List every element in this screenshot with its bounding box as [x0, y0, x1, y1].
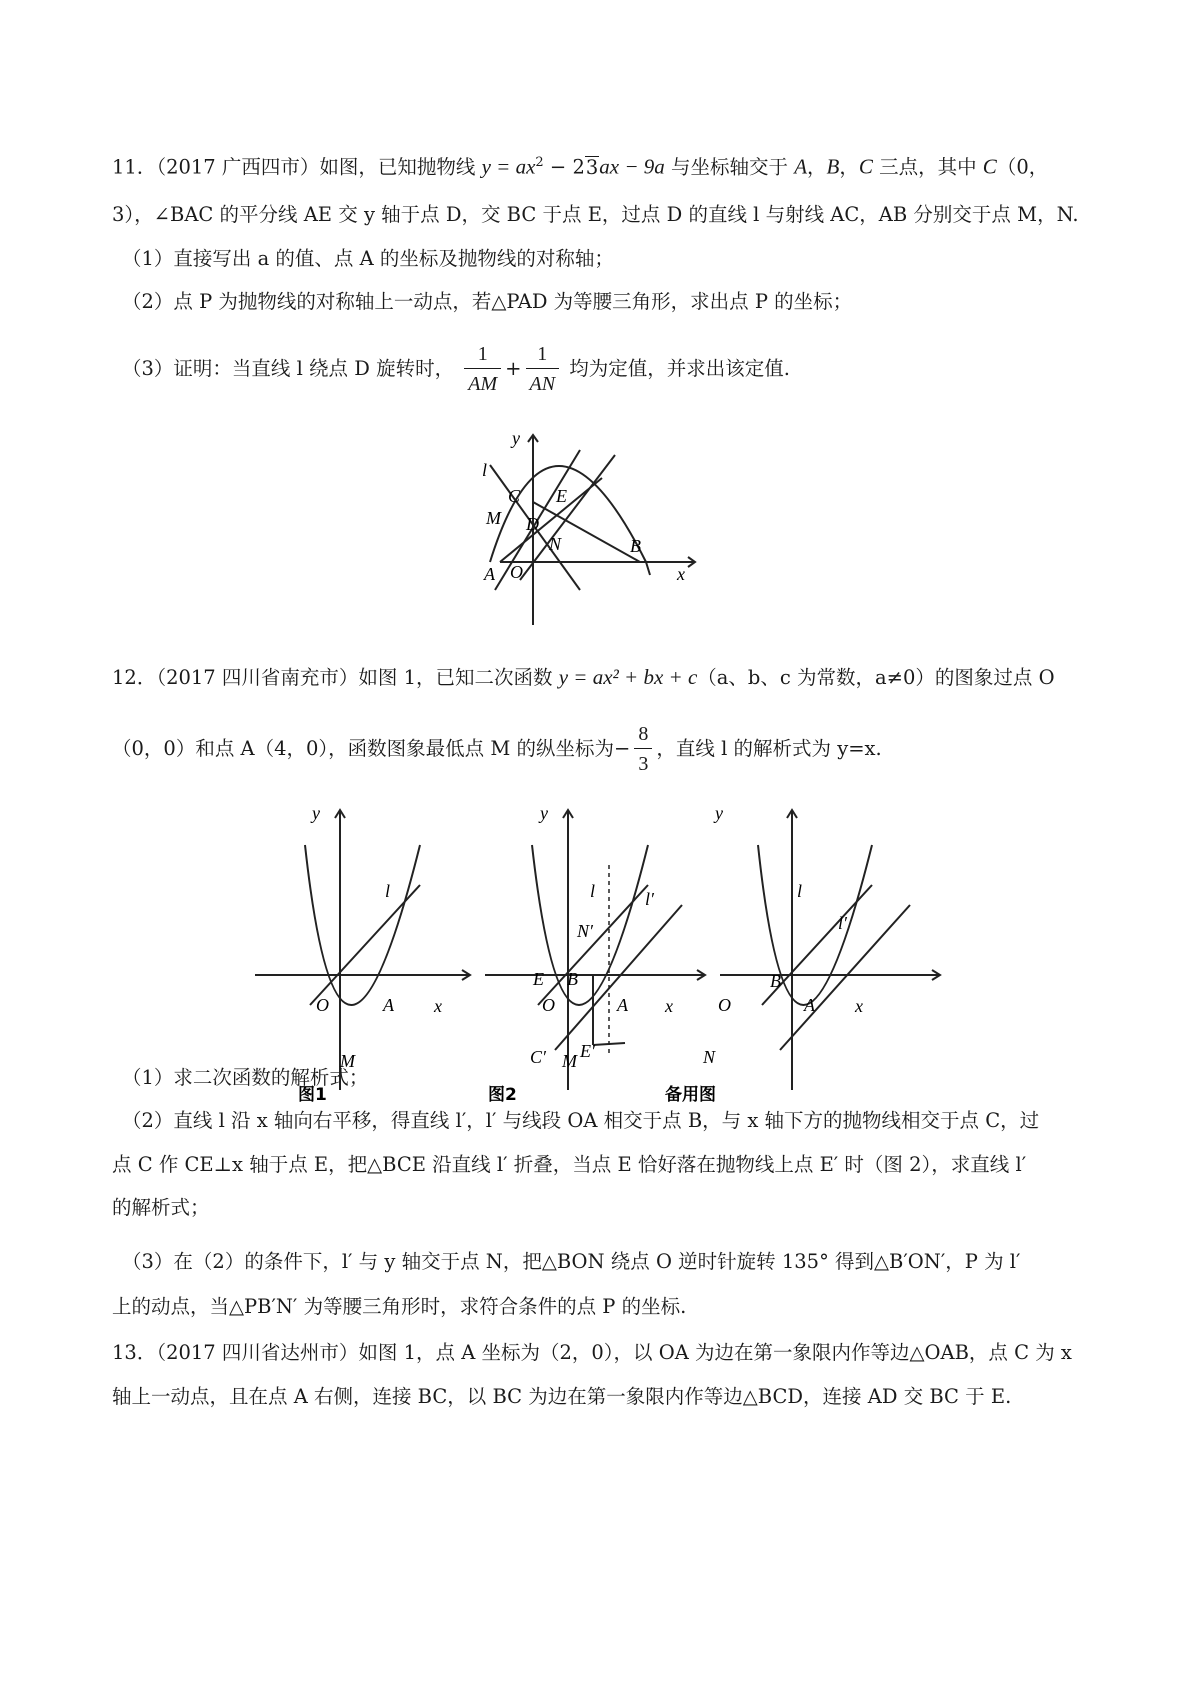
frac1-denominator: AM: [468, 373, 498, 395]
caption-spare: 备用图: [665, 1085, 716, 1105]
fig1-label-y: y: [312, 803, 320, 823]
q11-intro: 11．（2017 广西四市）如图，已知抛物线: [112, 155, 482, 179]
fig1-label-l: l: [385, 881, 391, 901]
frac2-numerator: 1: [526, 340, 560, 369]
q12-part1: （1）求二次函数的解析式；: [122, 1066, 369, 1089]
q12-text-2b: ，直线 l 的解析式为 y=x.: [656, 737, 882, 760]
fig2-label-l-prime: l′: [645, 889, 654, 909]
label-d: D: [526, 514, 539, 534]
formula-end: ax − 9a: [599, 154, 665, 179]
fig3-label-o: O: [718, 995, 731, 1015]
point-c-2: C: [982, 154, 997, 179]
fig3-label-l: l: [797, 881, 803, 901]
q12-formula: y = ax² + bx + c: [558, 665, 698, 689]
fig1-label-a: A: [383, 995, 394, 1015]
fig1-line-l: [310, 885, 420, 1005]
label-c: C: [508, 486, 521, 506]
label-o: O: [510, 562, 523, 582]
q12-text-2a: （0，0）和点 A（4，0），函数图象最低点 M 的纵坐标为: [112, 737, 615, 760]
q11-part3: [122, 340, 790, 399]
fig3-label-x: x: [855, 996, 863, 1016]
q12-text-b: （a、b、c 为常数，a≠0）的图象过点 O: [697, 666, 1055, 689]
fraction-8-3: [634, 720, 652, 779]
fig2-label-c-prime: C′: [530, 1047, 546, 1067]
q11-text-d: （0，: [996, 155, 1049, 179]
fig3-label-a: A: [804, 995, 815, 1015]
formula-sqrt: 3: [585, 155, 599, 179]
fig2-label-b: B: [567, 969, 578, 989]
label-b: B: [630, 536, 641, 556]
q11-line1: 11．（2017 广西四市）如图，已知抛物线 $y = ax^2 - 23ax - 9a$ 与坐标轴交于 A，B，C 三点，其中 C（0，: [112, 154, 1049, 179]
q11-text-b: 与坐标轴交于: [664, 155, 795, 179]
fig1-label-m: M: [340, 1051, 355, 1071]
q11-part2: （2）点 P 为抛物线的对称轴上一动点，若△PAD 为等腰三角形，求出点 P 的坐标；: [122, 290, 853, 313]
q11-part3-a: （3）证明：当直线 l 绕点 D 旋转时，: [122, 357, 455, 380]
label-n: N: [549, 534, 562, 554]
frac-denominator: 3: [638, 753, 649, 775]
fig2-label-y: y: [540, 803, 548, 823]
q12-part2-line1: （2）直线 l 沿 x 轴向右平移，得直线 l′，l′ 与线段 OA 相交于点 B，与 x 轴下方的抛物线相交于点 C，过: [122, 1109, 1040, 1132]
q12-part3-line2: 上的动点，当△PB′N′ 为等腰三角形时，求符合条件的点 P 的坐标.: [112, 1295, 687, 1318]
fig2-label-m: M: [562, 1051, 577, 1071]
frac1-numerator: 1: [464, 340, 501, 369]
frac2-denominator: AN: [529, 373, 556, 395]
q11-part3-b: 均为定值，并求出该定值.: [569, 357, 790, 380]
q12-intro: 12．（2017 四川省南充市）如图 1，已知二次函数: [112, 666, 559, 689]
point-a: A: [794, 154, 808, 179]
plus-sign: +: [505, 357, 522, 380]
fig1-label-x: x: [434, 996, 442, 1016]
formula-minus-two: − 2: [543, 155, 585, 179]
fraction-1-am: [464, 340, 501, 399]
point-b: B: [826, 154, 840, 179]
fig2-label-o: O: [542, 995, 555, 1015]
label-l: l: [482, 460, 488, 480]
formula-y: y: [481, 154, 491, 179]
fig2-label-x: x: [665, 996, 673, 1016]
fig3-label-b: B: [770, 971, 781, 991]
point-c: C: [858, 154, 873, 179]
q12-line1: [112, 662, 1055, 693]
fig2-label-e: E: [533, 969, 544, 989]
formula-ax: = ax: [490, 154, 536, 179]
label-e: E: [556, 486, 567, 506]
caption-fig1: 图1: [298, 1085, 327, 1105]
q11-line2: 3），∠BAC 的平分线 AE 交 y 轴于点 D，交 BC 于点 E，过点 D 的直线 l 与射线 AC，AB 分别交于点 M，N.: [112, 203, 1079, 226]
label-m: M: [486, 508, 501, 528]
fraction-1-an: [526, 340, 560, 399]
label-x: x: [677, 564, 685, 584]
q11-text-c: 三点，其中: [872, 155, 983, 179]
fig1-label-o: O: [316, 995, 329, 1015]
q13-line2: 轴上一动点，且在点 A 右侧，连接 BC，以 BC 为边在第一象限内作等边△BCD，连接 AD 交 BC 于 E.: [112, 1385, 1012, 1408]
q12-part2-line3: 的解析式；: [112, 1196, 210, 1219]
q12-part2-line2: 点 C 作 CE⊥x 轴于点 E，把△BCE 沿直线 l′ 折叠，当点 E 恰好落在抛物线上点 E′ 时（图 2），求直线 l′: [112, 1153, 1027, 1176]
fig2-label-a: A: [617, 995, 628, 1015]
q13-line1: 13．（2017 四川省达州市）如图 1，点 A 坐标为（2，0），以 OA 为边在第一象限内作等边△OAB，点 C 为 x: [112, 1341, 1072, 1364]
q11-part1: （1）直接写出 a 的值、点 A 的坐标及抛物线的对称轴；: [122, 247, 614, 270]
fig2-label-e-prime: E′: [580, 1041, 595, 1061]
minus-sign: −: [614, 737, 631, 760]
fig3-label-l-prime: l′: [838, 913, 847, 933]
fig2-label-l: l: [590, 881, 596, 901]
label-a: A: [484, 564, 495, 584]
fig1-parabola: [305, 845, 420, 1005]
label-y: y: [512, 428, 520, 448]
caption-fig2: 图2: [488, 1085, 517, 1105]
fig3-label-y: y: [715, 803, 723, 823]
q11-figure: [482, 428, 710, 630]
frac-numerator: 8: [634, 720, 652, 749]
q12-part3-line1: （3）在（2）的条件下，l′ 与 y 轴交于点 N，把△BON 绕点 O 逆时针旋转 135° 得到△B′ON′，P 为 l′: [122, 1250, 1021, 1273]
fig2-label-n-prime: N′: [577, 921, 593, 941]
q12-line2: [112, 720, 882, 779]
fig3-label-n: N: [703, 1047, 716, 1067]
